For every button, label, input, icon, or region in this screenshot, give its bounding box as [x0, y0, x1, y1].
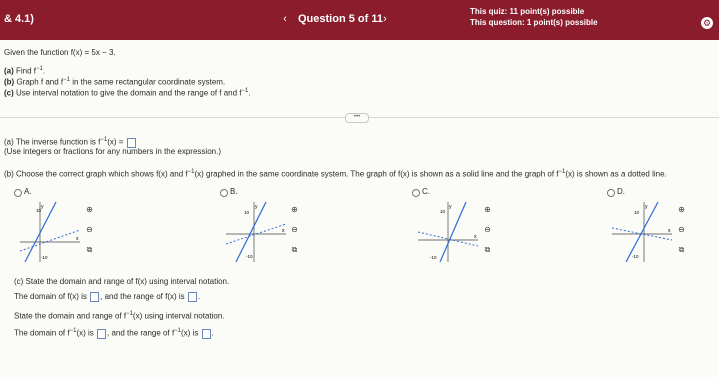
part-b-prompt-3: (x) is shown as a dotted line.	[565, 169, 667, 179]
inverse-sup: −1	[100, 137, 108, 143]
option-d-graph	[612, 202, 672, 262]
domain-f-answer-box[interactable]	[90, 292, 99, 302]
option-a-ten: 10	[36, 208, 42, 213]
option-b-neg-ten: -10	[246, 254, 253, 259]
option-b-ten: 10	[244, 210, 250, 215]
domain-inverse-line: The domain of $f^{-1}(x)$ is , and the range of $f^{-1}(x)$ is .	[14, 328, 214, 338]
question-points: This question: 1 point(s) possible	[470, 18, 598, 27]
part-b-prompt-1: (b) Choose the correct graph which shows f(x) and f	[4, 169, 188, 179]
range-inverse-answer-box[interactable]	[202, 329, 211, 339]
option-d-ten: 10	[634, 210, 640, 215]
part-b-prompt	[4, 169, 667, 179]
domain-inverse-sup: −1	[69, 328, 77, 334]
question-title: Question 5 of 11	[298, 13, 383, 25]
question-header	[0, 0, 719, 40]
points-info	[470, 6, 598, 28]
part-b-instruction	[4, 77, 225, 87]
inverse-prefix: (a) The inverse function is f	[4, 137, 101, 147]
integer-fraction-note: (Use integers or fractions for any numbers in the expression.)	[4, 147, 221, 156]
gear-icon[interactable]: ⚙	[702, 18, 712, 28]
part-c-sup: −1	[241, 88, 249, 94]
previous-question-button[interactable]: ‹	[283, 13, 287, 25]
inverse-suffix: (x) =	[107, 137, 124, 147]
range-inverse-text: , and the range of f	[107, 328, 175, 338]
option-c-label: C.	[422, 187, 430, 196]
option-b-radio[interactable]	[220, 189, 228, 197]
option-a-neg-ten: -10	[41, 255, 48, 260]
open-new-window-icon[interactable]: ⧉	[484, 245, 491, 254]
part-a-sup: −1	[36, 66, 43, 72]
option-c-y-label: y	[449, 204, 452, 210]
zoom-out-icon[interactable]: ⊖	[484, 225, 491, 234]
option-c-graph	[418, 202, 478, 262]
part-a-text: Find f	[16, 66, 37, 76]
quiz-points: This quiz: 11 point(s) possible	[470, 7, 585, 16]
part-c-title-2-sup: −1	[126, 311, 133, 317]
open-new-window-icon[interactable]: ⧉	[86, 245, 93, 254]
part-b-prompt-sup2: −1	[558, 169, 566, 175]
part-c-label: (c)	[4, 88, 14, 98]
option-d-neg-ten: -10	[632, 254, 639, 259]
option-d-y-label: y	[645, 204, 648, 210]
option-a-y-label: y	[41, 204, 44, 210]
part-b-sup: −1	[63, 77, 70, 83]
zoom-in-icon[interactable]: ⊕	[86, 205, 93, 214]
part-b-text-1: Graph f and f	[16, 77, 64, 87]
range-f-text: , and the range of f(x) is	[100, 292, 185, 302]
domain-inverse-answer-box[interactable]	[97, 329, 106, 339]
open-new-window-icon[interactable]: ⧉	[291, 245, 298, 254]
range-inverse-text-2: (x) is	[181, 328, 199, 338]
zoom-out-icon[interactable]: ⊖	[291, 225, 298, 234]
part-a-label: (a)	[4, 66, 14, 76]
option-d-label: D.	[617, 187, 625, 196]
zoom-out-icon[interactable]: ⊖	[86, 225, 93, 234]
part-c-text-1: Use interval notation to give the domain and the range of f and f	[16, 88, 242, 98]
option-c-radio[interactable]	[412, 189, 420, 197]
option-c-ten: 10	[440, 209, 446, 214]
zoom-in-icon[interactable]: ⊕	[291, 205, 298, 214]
option-d-radio[interactable]	[607, 189, 615, 197]
domain-inverse-text-2: (x) is	[76, 328, 94, 338]
section-title: & 4.1)	[4, 13, 34, 25]
part-a-instruction: (a) Find $f^{-1}$.	[4, 66, 46, 76]
option-a-radio[interactable]	[14, 189, 22, 197]
part-c-title-2	[14, 311, 225, 321]
part-b-prompt-sup1: −1	[187, 169, 195, 175]
part-c-title: (c) State the domain and range of f(x) using interval notation.	[14, 277, 230, 286]
next-question-button[interactable]: ›	[383, 13, 387, 25]
option-b-x-label: x	[282, 228, 285, 234]
range-inverse-sup: −1	[174, 328, 182, 334]
open-new-window-icon[interactable]: ⧉	[678, 245, 685, 254]
option-a-label: A.	[24, 187, 32, 196]
part-c-title-2-b: (x) using interval notation.	[132, 311, 225, 321]
domain-f-text: The domain of f(x) is	[14, 292, 87, 302]
zoom-in-icon[interactable]: ⊕	[678, 205, 685, 214]
option-a-graph	[20, 202, 80, 262]
domain-f-line: The domain of f(x) is , and the range of f(x) is .	[14, 292, 201, 302]
part-c-text-2: .	[248, 88, 251, 98]
part-b-text-2: in the same rectangular coordinate system.	[70, 77, 226, 87]
option-b-label: B.	[230, 187, 238, 196]
expand-more-button[interactable]: •••	[345, 113, 369, 123]
part-c-instruction	[4, 88, 251, 98]
domain-inverse-text: The domain of f	[14, 328, 70, 338]
part-b-label: (b)	[4, 77, 15, 87]
option-c-neg-ten: -10	[430, 255, 437, 260]
part-c-title-2-a: State the domain and range of f	[14, 311, 127, 321]
option-b-y-label: y	[255, 204, 258, 210]
range-f-answer-box[interactable]	[188, 292, 197, 302]
option-a-x-label: x	[76, 236, 79, 242]
option-d-x-label: x	[668, 228, 671, 234]
option-c-x-label: x	[474, 234, 477, 240]
zoom-in-icon[interactable]: ⊕	[484, 205, 491, 214]
part-b-prompt-2: (x) graphed in the same coordinate system. The graph of f(x) is shown as a solid line and the graph of f	[194, 169, 559, 179]
option-b-graph	[226, 202, 286, 262]
zoom-out-icon[interactable]: ⊖	[678, 225, 685, 234]
inverse-function-line	[4, 137, 137, 148]
given-function: Given the function f(x) = 5x − 3.	[4, 48, 116, 57]
